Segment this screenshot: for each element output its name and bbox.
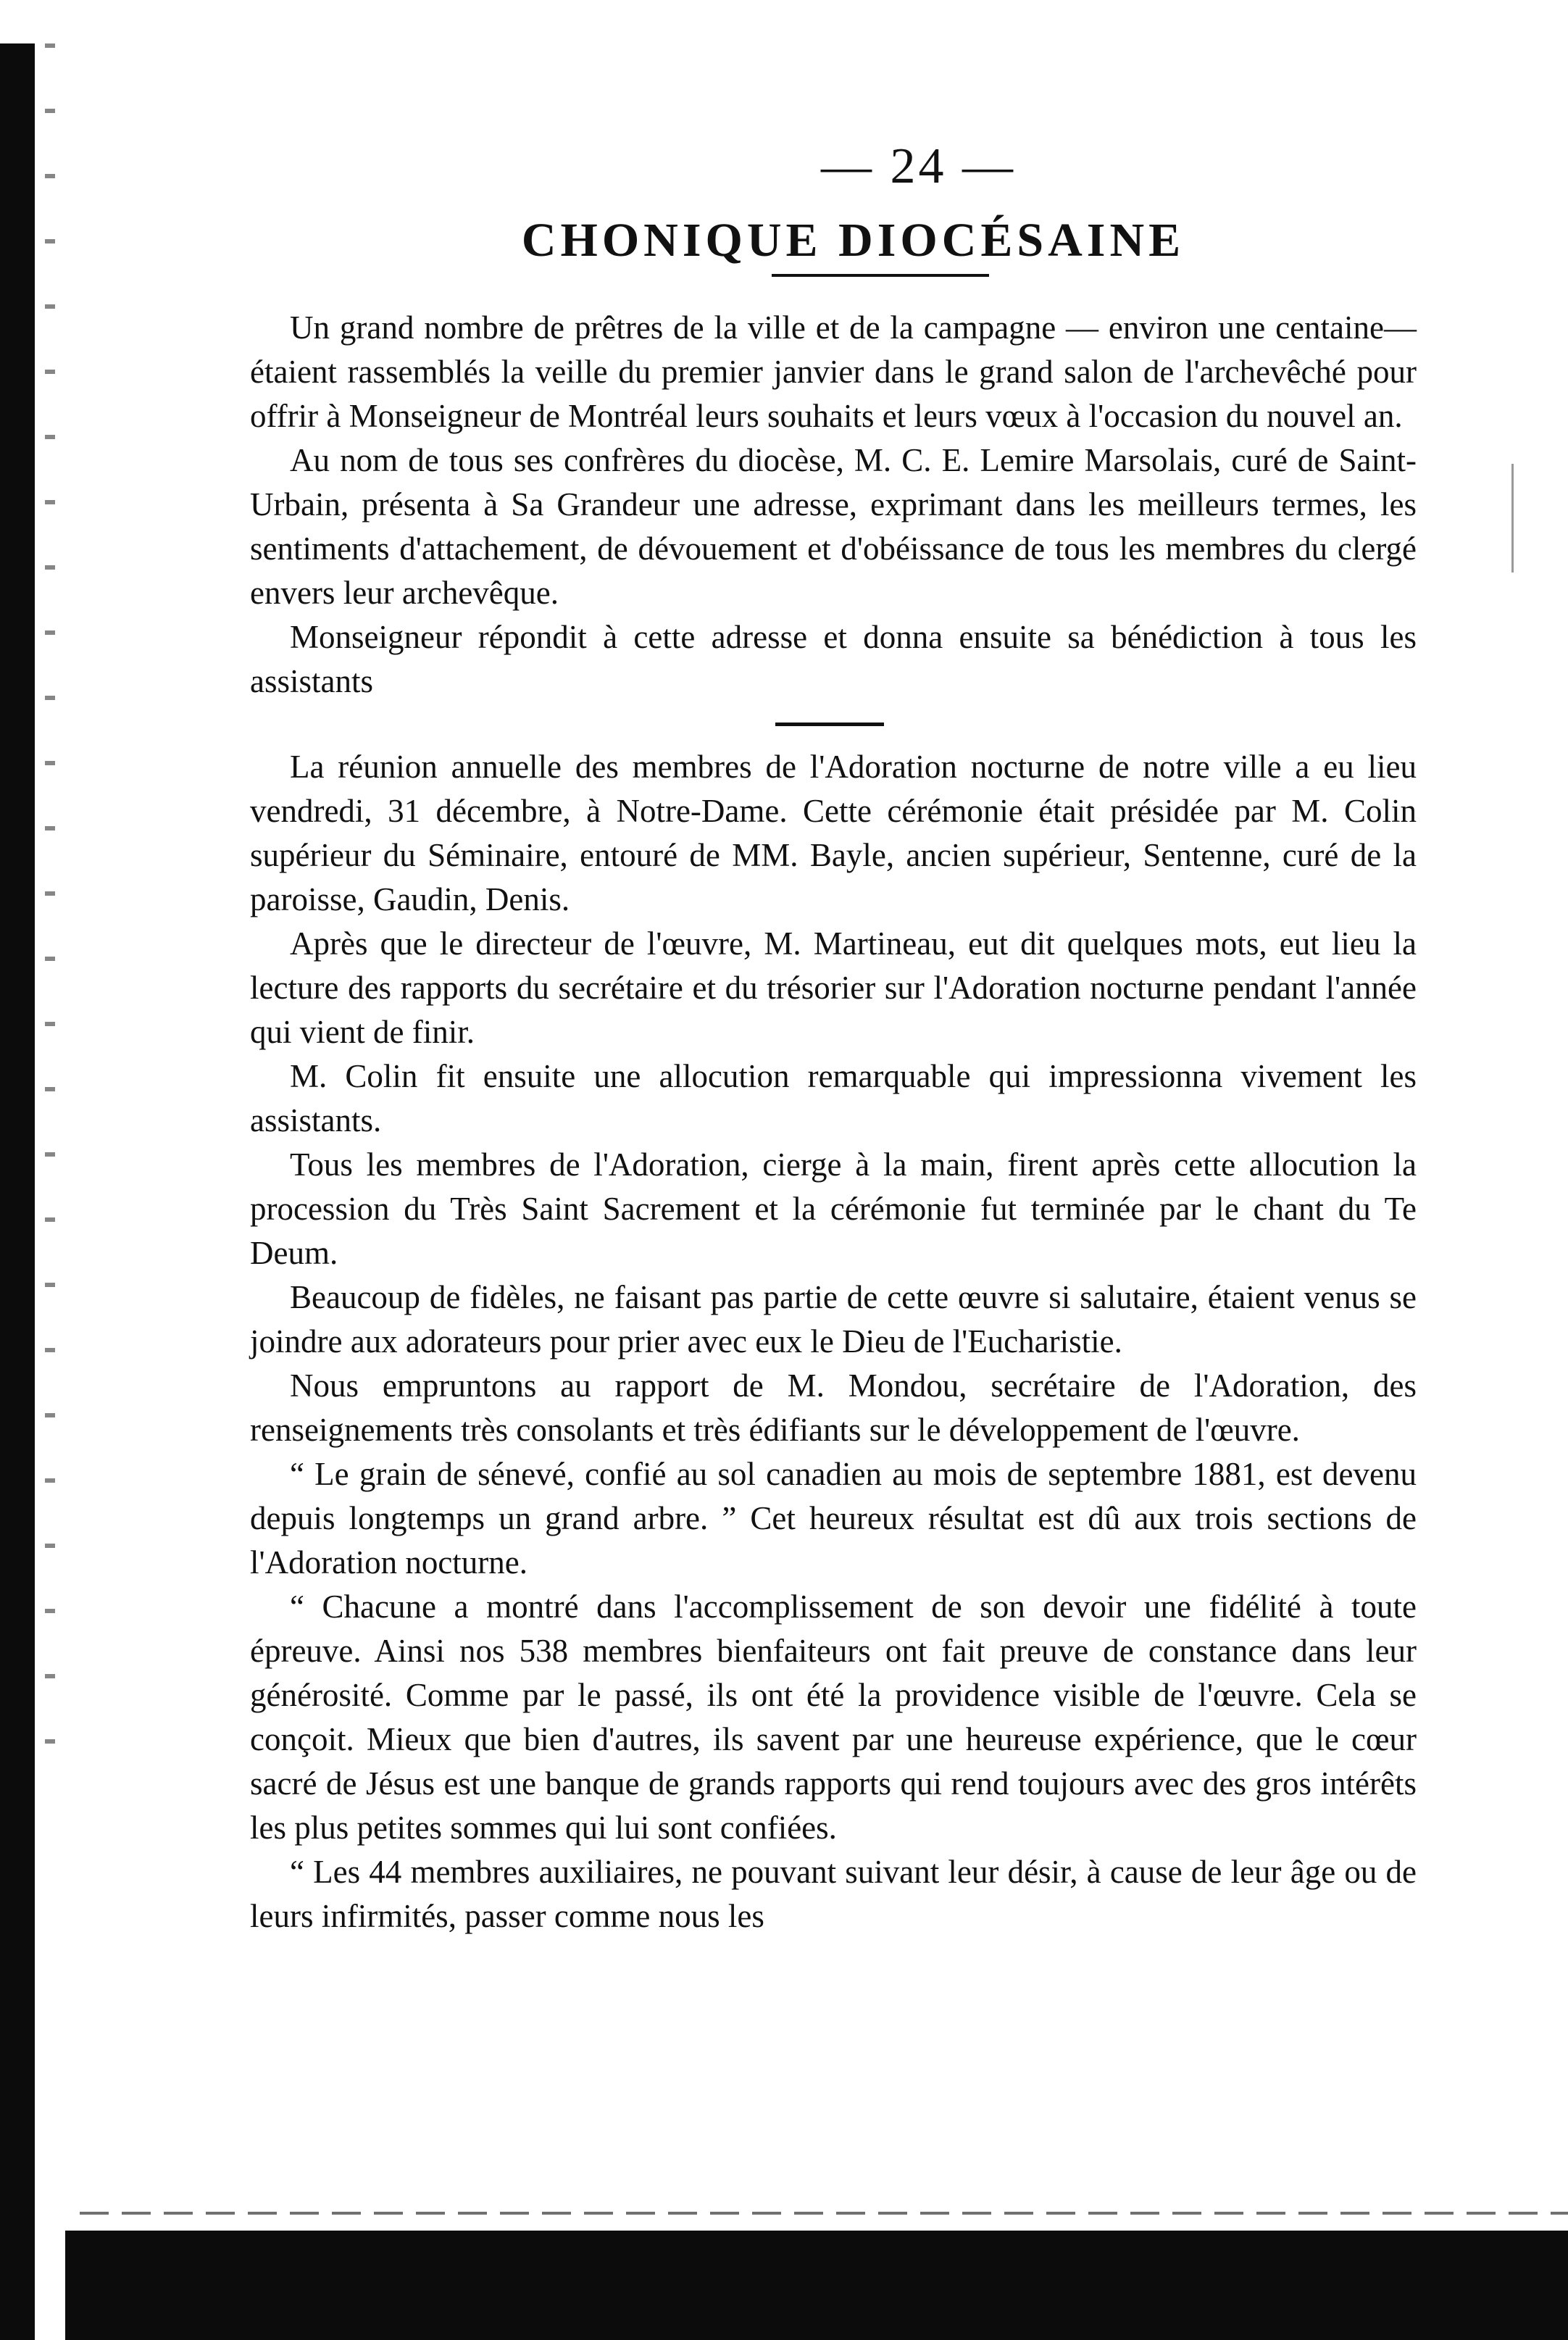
paragraph: Un grand nombre de prêtres de la ville et de la campagne — environ une centaine—étaient rassemblés la veille du premier janvier dans le grand salon de l'archevêché pour offrir à Monseigneur de Montréal leurs souhaits et leurs vœux à l'occasion du nouvel an. <box>250 309 1417 434</box>
paragraph: “ Les 44 membres auxiliaires, ne pouvant suivant leur désir, à cause de leur âge ou de leurs infirmités, passer comme nous les <box>250 1854 1417 1934</box>
paragraph: Après que le directeur de l'œuvre, M. Martineau, eut dit quelques mots, eut lieu la lecture des rapports du secrétaire et du trésorier sur l'Adoration nocturne pendant l'année qui vient de finir. <box>250 925 1417 1050</box>
scan-margin-mark <box>1511 464 1514 572</box>
scan-bottom-border <box>65 2231 1568 2340</box>
paragraph: “ Le grain de sénevé, confié au sol canadien au mois de septembre 1881, est devenu depuis longtemps un grand arbre. ” Cet heureux résultat est dû aux trois sections de l'Adoration nocturne. <box>250 1456 1417 1581</box>
paragraph: M. Colin fit ensuite une allocution remarquable qui impressionna vivement les assistants. <box>250 1058 1417 1138</box>
scan-left-specks <box>45 43 55 1783</box>
page-title: CHONIQUE DIOCÉSAINE <box>521 214 1185 267</box>
paragraph: Beaucoup de fidèles, ne faisant pas partie de cette œuvre si salutaire, étaient venus se joindre aux adorateurs pour prier avec eux le Dieu de l'Eucharistie. <box>250 1279 1417 1360</box>
scan-bottom-line <box>80 2212 1568 2215</box>
paragraph: Nous empruntons au rapport de M. Mondou, secrétaire de l'Adoration, des renseignements très consolants et très édifiants sur le développement de l'œuvre. <box>250 1367 1417 1448</box>
paragraph: Tous les membres de l'Adoration, cierge à la main, firent après cette allocution la procession du Très Saint Sacrement et la cérémonie fut terminée par le chant du Te Deum. <box>250 1146 1417 1271</box>
page-number: — 24 — <box>821 138 1016 194</box>
paragraph: “ Chacune a montré dans l'accomplissement de son devoir une fidélité à toute épreuve. Ainsi nos 538 membres bienfaiteurs ont fait preuve de constance dans leur générosité. Comme par le passé, ils ont été la providence visible de l'œuvre. Cela se conçoit. Mieux que bien d'autres, ils savent par une heureuse expérience, que le cœur sacré de Jésus est une banque de grands rapports qui rend toujours avec des gros intérêts les plus petites sommes qui lui sont confiées. <box>250 1589 1417 1846</box>
title-underline <box>772 274 989 277</box>
page-content <box>250 138 1417 1939</box>
section-separator <box>775 723 884 726</box>
paragraph: Monseigneur répondit à cette adresse et donna ensuite sa bénédiction à tous les assistants <box>250 619 1417 699</box>
paragraph: Au nom de tous ses confrères du diocèse, M. C. E. Lemire Marsolais, curé de Saint-Urbain, présenta à Sa Grandeur une adresse, exprimant dans les meilleurs termes, les sentiments d'attachement, de dévouement et d'obéissance de tous les membres du clergé envers leur archevêque. <box>250 442 1417 611</box>
scan-left-border <box>0 43 35 2340</box>
paragraph: La réunion annuelle des membres de l'Adoration nocturne de notre ville a eu lieu vendredi, 31 décembre, à Notre-Dame. Cette cérémonie était présidée par M. Colin supérieur du Séminaire, entouré de MM. Bayle, ancien supérieur, Sentenne, curé de la paroisse, Gaudin, Denis. <box>250 749 1417 917</box>
